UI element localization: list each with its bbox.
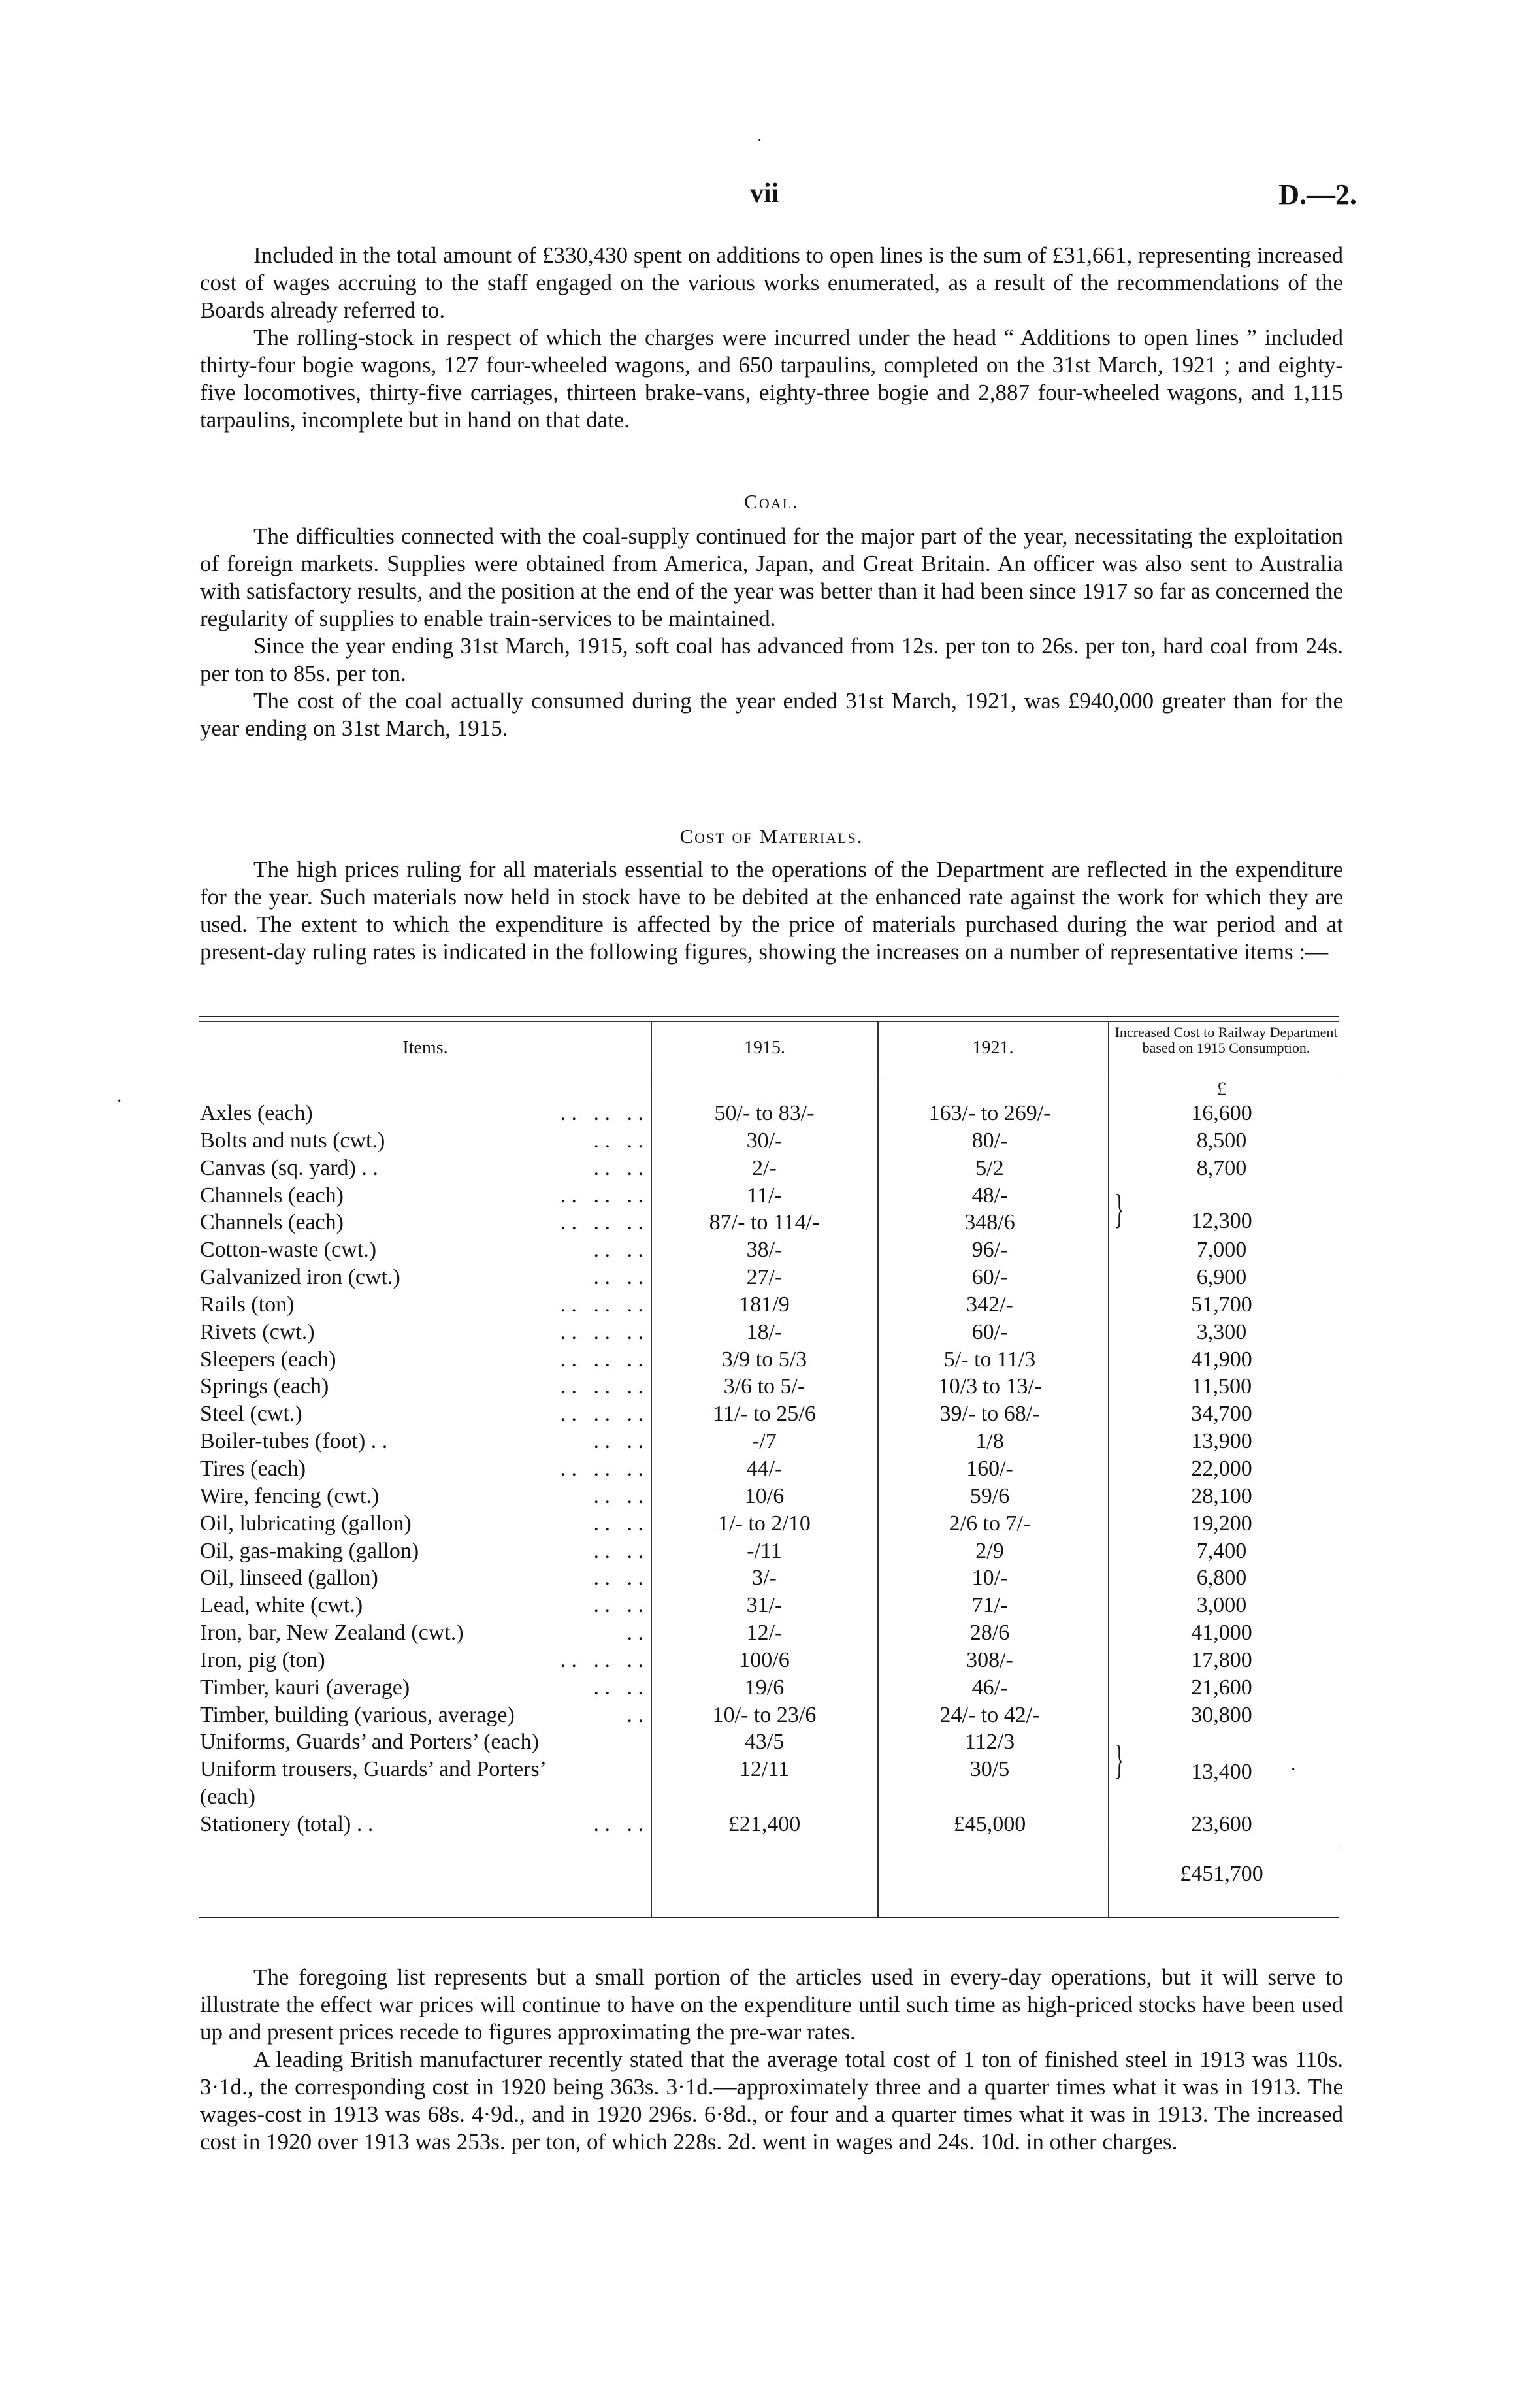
increased-cost: 6,800: [1196, 1566, 1247, 1591]
price-1915: 27/-: [746, 1265, 783, 1290]
price-1921: 2/9: [975, 1538, 1004, 1563]
price-1921: 71/-: [971, 1593, 1008, 1618]
increased-cost: 21,600: [1191, 1675, 1252, 1700]
price-1921: 342/-: [966, 1292, 1013, 1317]
item-name: Iron, pig (ton): [200, 1647, 325, 1672]
item-name: Timber, kauri (average): [200, 1675, 410, 1700]
leader-dots: . . . . . .: [560, 1456, 643, 1481]
price-1921: 30/5: [969, 1757, 1010, 1782]
price-1921: £45,000: [953, 1811, 1026, 1836]
table-row: [0, 1346, 1528, 1374]
grouped-increase-uniforms: 13,400: [1191, 1760, 1252, 1784]
increased-cost: 34,700: [1191, 1402, 1252, 1427]
leader-dots: . . . . . .: [560, 1402, 643, 1427]
header-1921: 1921.: [972, 1038, 1014, 1058]
item-name: Cotton-waste (cwt.): [200, 1238, 377, 1262]
leader-dots: . . . .: [593, 1593, 643, 1618]
price-1915: 3/6 to 5/-: [723, 1374, 805, 1399]
leader-dots: . . . .: [593, 1511, 643, 1536]
price-1915: 19/6: [744, 1675, 785, 1700]
increased-cost: 30,800: [1191, 1702, 1252, 1727]
table-row: [0, 1564, 1528, 1592]
price-1921: 2/6 to 7/-: [949, 1511, 1031, 1536]
leader-dots: . . . . . .: [560, 1374, 643, 1399]
price-1921: 163/- to 269/-: [928, 1101, 1051, 1125]
increased-cost: 41,000: [1191, 1621, 1252, 1645]
increased-cost: 8,700: [1196, 1155, 1247, 1180]
brace-icon: }: [1114, 1185, 1124, 1232]
price-1915: 3/-: [752, 1566, 777, 1591]
leader-dots: . . . .: [593, 1811, 643, 1836]
price-1921: 96/-: [971, 1238, 1008, 1262]
price-1915: 11/- to 25/6: [713, 1402, 816, 1427]
table-row: [0, 1428, 1528, 1455]
item-name: Rivets (cwt.): [200, 1319, 315, 1344]
item-name: Stationery (total) . .: [200, 1811, 374, 1836]
closing-paragraph: A leading British manufacturer recently stated that the average total cost of 1 ton of finished steel in 1913 was 110s. 3·1d., the corresponding cost in 1920 being 363s. 3·1d.—approximately three and a quarter times what it was in 1913. The wages-cost in 1913 was 68s. 4·9d., and in 1920 296s. 6·8d., or four and a quarter times what it was in 1913. The increased cost in 1920 over 1913 was 253s. per ton, of which 228s. 2d. went in wages and 24s. 10d. in other charges.: [200, 2047, 1343, 2154]
leader-dots: . . . .: [593, 1566, 643, 1591]
increased-cost: 16,600: [1191, 1101, 1252, 1125]
leader-dots: . . . .: [593, 1429, 643, 1454]
table-total: £451,700: [1180, 1862, 1263, 1886]
coal-paragraph: The difficulties connected with the coal-supply continued for the major part of the year, necessitating the exploitation of foreign markets. Supplies were obtained from America, Japan, and Great Britain. An officer was also sent to Australia with satisfactory results, and the position at the end of the year was better than it had been since 1917 so far as concerned the regularity of supplies to enable train-services to be maintained.: [200, 523, 1343, 631]
item-name: Boiler-tubes (foot) . .: [200, 1429, 388, 1454]
price-1915: 1/- to 2/10: [718, 1511, 811, 1536]
price-1915: 11/-: [747, 1183, 782, 1208]
increased-cost: 6,900: [1196, 1265, 1247, 1290]
print-mark: ·: [116, 1091, 123, 1112]
price-1921: 10/-: [971, 1566, 1008, 1591]
materials-section: [200, 856, 1343, 966]
price-1915: 10/- to 23/6: [712, 1702, 817, 1727]
item-name: Sleepers (each): [200, 1347, 336, 1372]
table-row: [0, 1455, 1528, 1483]
table-row: [0, 1674, 1528, 1702]
price-1921: 112/3: [964, 1730, 1015, 1755]
leader-dots: . . . . . .: [560, 1210, 643, 1235]
price-1921: 160/-: [966, 1456, 1013, 1481]
table-row: [0, 1619, 1528, 1647]
materials-paragraph: The high prices ruling for all materials essential to the operations of the Department are reflected in the expenditure for the year. Such materials now held in stock have to be debited at the enhanced rate against the work for which they are used. The extent to which the expenditure is affected by the price of materials purchased during the war period and at present-day ruling rates is indicated in the following figures, showing the increases on a number of representative items :—: [200, 857, 1343, 965]
price-1921: 1/8: [975, 1429, 1004, 1454]
leader-dots: . .: [626, 1702, 643, 1727]
price-1915: 181/9: [739, 1292, 790, 1317]
increased-cost: 41,900: [1191, 1347, 1252, 1372]
price-1921: 28/6: [969, 1621, 1010, 1645]
table-row: [0, 1373, 1528, 1400]
price-1915: 30/-: [746, 1128, 783, 1153]
leader-dots: . . . .: [593, 1265, 643, 1290]
price-1915: 87/- to 114/-: [709, 1210, 820, 1235]
price-1915: 44/-: [746, 1456, 783, 1481]
price-1921: 5/- to 11/3: [943, 1347, 1036, 1372]
materials-heading: Cost of Materials.: [679, 825, 864, 848]
price-1921: 348/6: [964, 1210, 1015, 1235]
table-row: [0, 1647, 1528, 1674]
document-reference: D.—2.: [1278, 178, 1357, 210]
leader-dots: . . . .: [593, 1238, 643, 1262]
item-name: Channels (each): [200, 1210, 344, 1235]
item-name: Rails (ton): [200, 1292, 295, 1317]
increased-cost: 7,000: [1196, 1238, 1247, 1262]
intro-section: [200, 242, 1343, 434]
coal-section: [200, 523, 1343, 742]
price-1921: 5/2: [975, 1155, 1004, 1180]
leader-dots: . . . .: [593, 1155, 643, 1180]
table-row: [0, 1811, 1528, 1838]
print-mark: ·: [1290, 1760, 1297, 1780]
item-name: Tires (each): [200, 1456, 306, 1481]
coal-paragraph: Since the year ending 31st March, 1915, soft coal has advanced from 12s. per ton to 26s. per ton, hard coal from 24s. per ton to 85s. per ton.: [200, 633, 1343, 686]
price-1915: 10/6: [744, 1483, 785, 1508]
price-1921: 46/-: [971, 1675, 1008, 1700]
increased-cost: 17,800: [1191, 1647, 1252, 1672]
price-1915: 3/9 to 5/3: [721, 1347, 807, 1372]
price-1921: 48/-: [971, 1183, 1008, 1208]
table-row: [0, 1538, 1528, 1565]
table-row: [0, 1592, 1528, 1619]
page-number: vii: [749, 178, 779, 208]
item-name: Channels (each): [200, 1183, 344, 1208]
table-top-rule-inner: [199, 1021, 1339, 1022]
leader-dots: . .: [626, 1621, 643, 1645]
item-name: Canvas (sq. yard) . .: [200, 1155, 378, 1180]
price-1921: 60/-: [971, 1319, 1008, 1344]
item-name: Bolts and nuts (cwt.): [200, 1128, 385, 1153]
item-name: Uniform trousers, Guards’ and Porters’: [200, 1757, 547, 1782]
leader-dots: . . . . . .: [560, 1319, 643, 1344]
price-1915: 38/-: [746, 1238, 783, 1262]
increased-cost: 11,500: [1191, 1374, 1252, 1399]
table-top-rule: [199, 1016, 1339, 1017]
leader-dots: . . . .: [593, 1675, 643, 1700]
leader-dots: . . . . . .: [560, 1647, 643, 1672]
item-name: Iron, bar, New Zealand (cwt.): [200, 1621, 464, 1645]
price-1915: £21,400: [728, 1811, 801, 1836]
increased-cost: 13,900: [1191, 1429, 1252, 1454]
price-1915: 12/-: [746, 1621, 783, 1645]
item-name: Oil, lubricating (gallon): [200, 1511, 412, 1536]
price-1915: 12/11: [739, 1757, 790, 1782]
increased-cost: 19,200: [1191, 1511, 1252, 1536]
increased-cost: 7,400: [1196, 1538, 1247, 1563]
item-name: Springs (each): [200, 1374, 329, 1399]
price-1915: 2/-: [752, 1155, 777, 1180]
table-row: [0, 1510, 1528, 1538]
header-1915: 1915.: [744, 1038, 785, 1058]
price-1921: 60/-: [971, 1265, 1008, 1290]
price-1921: 59/6: [969, 1483, 1010, 1508]
increased-cost: 28,100: [1191, 1483, 1252, 1508]
table-row: [0, 1182, 1528, 1210]
item-name: Oil, gas-making (gallon): [200, 1538, 419, 1563]
price-1921: 80/-: [971, 1128, 1008, 1153]
increased-cost: 22,000: [1191, 1456, 1252, 1481]
item-name: Oil, linseed (gallon): [200, 1566, 378, 1591]
increased-cost: 8,500: [1196, 1128, 1247, 1153]
item-name: Steel (cwt.): [200, 1402, 302, 1427]
item-name: Lead, white (cwt.): [200, 1593, 363, 1618]
table-row: [0, 1400, 1528, 1428]
item-name: Galvanized iron (cwt.): [200, 1265, 400, 1290]
table-row: [0, 1483, 1528, 1510]
table-row: [0, 1319, 1528, 1346]
brace-icon: }: [1114, 1736, 1124, 1783]
currency-unit: £: [1216, 1078, 1227, 1100]
leader-dots: . . . .: [593, 1538, 643, 1563]
price-1915: -/11: [747, 1538, 782, 1563]
table-bottom-rule: [199, 1917, 1339, 1918]
leader-dots: . . . . . .: [560, 1347, 643, 1372]
header-increase: Increased Cost to Railway Department based on 1915 Consumption.: [1114, 1024, 1338, 1056]
table-row: [0, 1291, 1528, 1319]
table-row: [0, 1783, 1528, 1811]
price-1915: -/7: [752, 1429, 777, 1454]
leader-dots: . . . .: [593, 1483, 643, 1508]
closing-paragraph: The foregoing list represents but a small portion of the articles used in every-day operations, but it will serve to illustrate the effect war prices will continue to have on the expenditure until such time as high-priced stocks have been used up and present prices recede to figures approximating the pre-war rates.: [200, 1964, 1343, 2045]
table-row: [0, 1100, 1528, 1127]
grouped-increase-channels: 12,300: [1191, 1209, 1252, 1233]
coal-paragraph: The cost of the coal actually consumed during the year ended 31st March, 1921, was £940,000 greater than for the year ending on 31st March, 1915.: [200, 688, 1343, 741]
price-1915: 100/6: [739, 1647, 790, 1672]
price-1915: 50/- to 83/-: [714, 1101, 815, 1125]
leader-dots: . . . . . .: [560, 1101, 643, 1125]
table-row: [0, 1127, 1528, 1155]
price-1915: 43/5: [744, 1730, 785, 1755]
price-1921: 24/- to 42/-: [939, 1702, 1040, 1727]
table-row: [0, 1702, 1528, 1729]
increased-cost: 3,300: [1196, 1319, 1247, 1344]
intro-paragraph: Included in the total amount of £330,430 spent on additions to open lines is the sum of £31,661, representing increased cost of wages accruing to the staff engaged on the various works enumerated, as a result of the recommendations of the Boards already referred to.: [200, 242, 1343, 323]
price-1915: 18/-: [746, 1319, 783, 1344]
table-row: [0, 1264, 1528, 1291]
item-name: Uniforms, Guards’ and Porters’ (each): [200, 1730, 539, 1755]
increased-cost: 23,600: [1191, 1811, 1252, 1836]
item-name: Timber, building (various, average): [200, 1702, 515, 1727]
header-items: Items.: [402, 1038, 448, 1058]
item-name: Wire, fencing (cwt.): [200, 1483, 380, 1508]
print-mark: ·: [756, 131, 763, 151]
leader-dots: . . . .: [593, 1128, 643, 1153]
coal-heading: Coal.: [744, 490, 799, 513]
leader-dots: . . . . . .: [560, 1183, 643, 1208]
price-1921: 308/-: [966, 1647, 1013, 1672]
increased-cost: 3,000: [1196, 1593, 1247, 1618]
closing-section: [200, 1964, 1343, 2156]
intro-paragraph: The rolling-stock in respect of which the charges were incurred under the head “ Additions to open lines ” included thirty-four bogie wagons, 127 four-wheeled wagons, and 650 tarpaulins, completed on the 31st March, 1921 ; and eighty-five locomotives, thirty-five carriages, thirteen brake-vans, eighty-three bogie and 2,887 four-wheeled wagons, and 1,115 tarpaulins, incomplete but in hand on that date.: [200, 325, 1343, 433]
increased-cost: 51,700: [1191, 1292, 1252, 1317]
item-name: Axles (each): [200, 1101, 313, 1125]
table-row: [0, 1728, 1528, 1756]
price-1915: 31/-: [746, 1593, 783, 1618]
item-name: (each): [200, 1785, 255, 1809]
leader-dots: . . . . . .: [560, 1292, 643, 1317]
table-row: [0, 1236, 1528, 1264]
table-row: [0, 1155, 1528, 1182]
price-1921: 10/3 to 13/-: [937, 1374, 1042, 1399]
price-1921: 39/- to 68/-: [939, 1402, 1040, 1427]
